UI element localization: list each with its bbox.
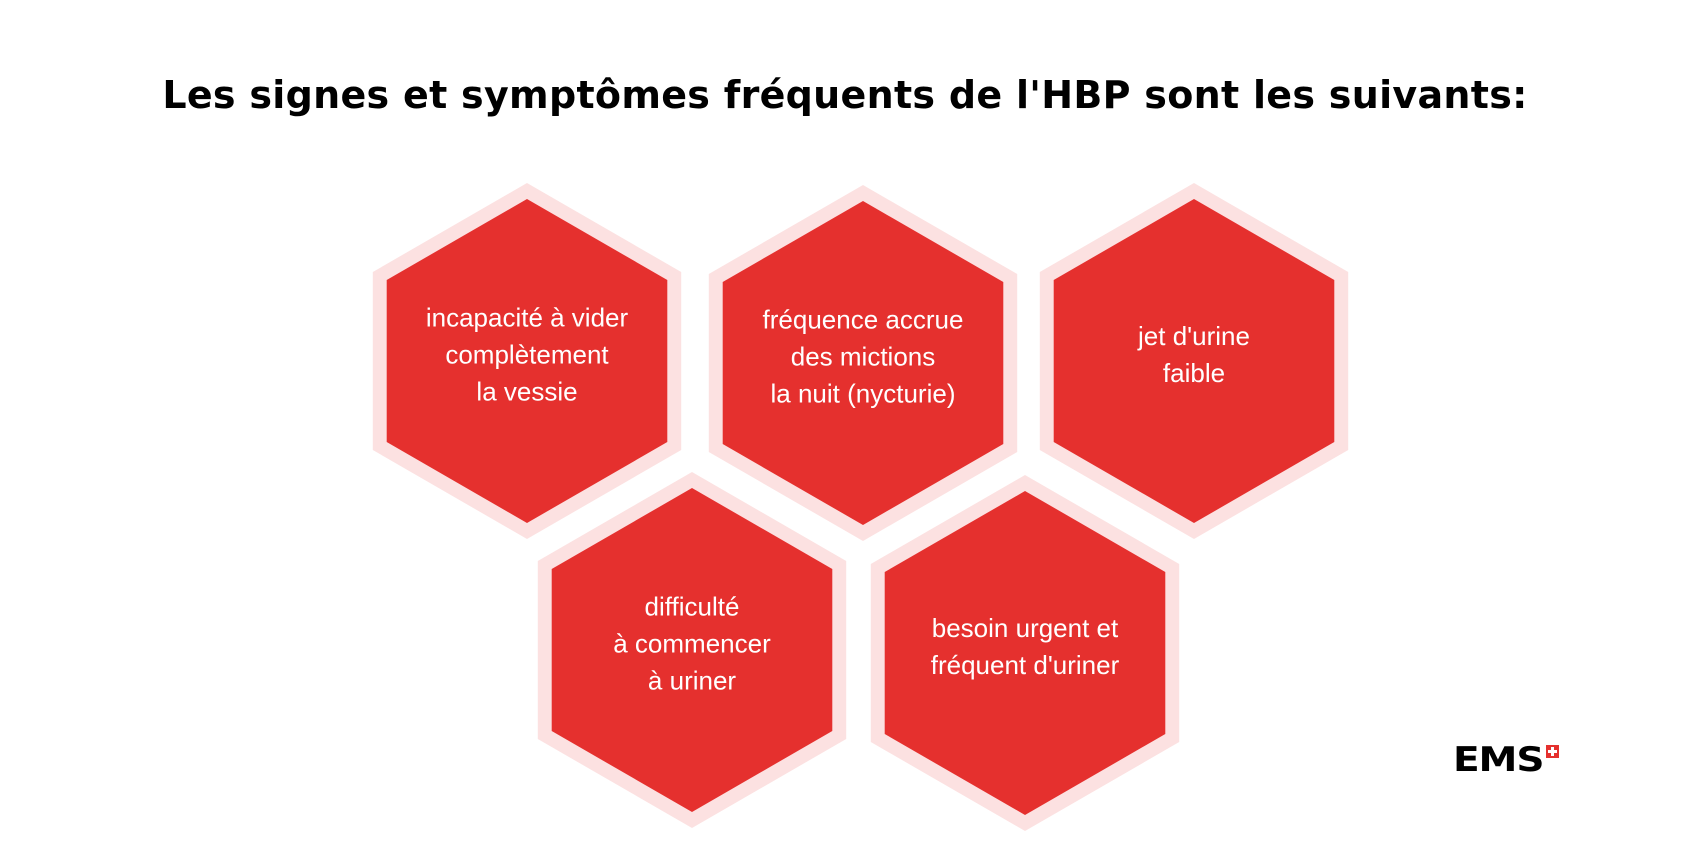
ems-logo [1453,742,1559,778]
symptom-label [1064,318,1324,392]
logo-text: EMS [1453,740,1544,780]
symptom-label-line: difficulté [644,591,740,622]
symptom-label-line: fréquent d'uriner [930,650,1120,680]
symptom-label-line: besoin urgent et [931,613,1119,643]
symptom-label-line: des mictions [790,341,936,372]
page-title: Les signes et symptômes fréquents de l'HBP sont les suivants: [162,73,1528,117]
symptom-label [895,610,1155,684]
symptom-label-line: faible [1162,358,1226,388]
symptom-label-line: jet d'urine [1138,321,1250,351]
symptom-label-line: fréquence accrue [762,304,964,335]
symptom-label-line: incapacité à vider [425,302,629,333]
symptom-label-line: complètement [445,339,609,370]
symptom-label [562,589,822,700]
symptom-label-line: à uriner [647,665,737,696]
symptom-label-line: à commencer [613,628,771,659]
symptom-label [397,300,657,411]
symptom-label-line: la vessie [476,376,578,407]
swiss-cross-icon [1546,745,1559,758]
symptom-label [733,302,993,413]
symptom-label-line: la nuit (nycturie) [770,378,956,409]
